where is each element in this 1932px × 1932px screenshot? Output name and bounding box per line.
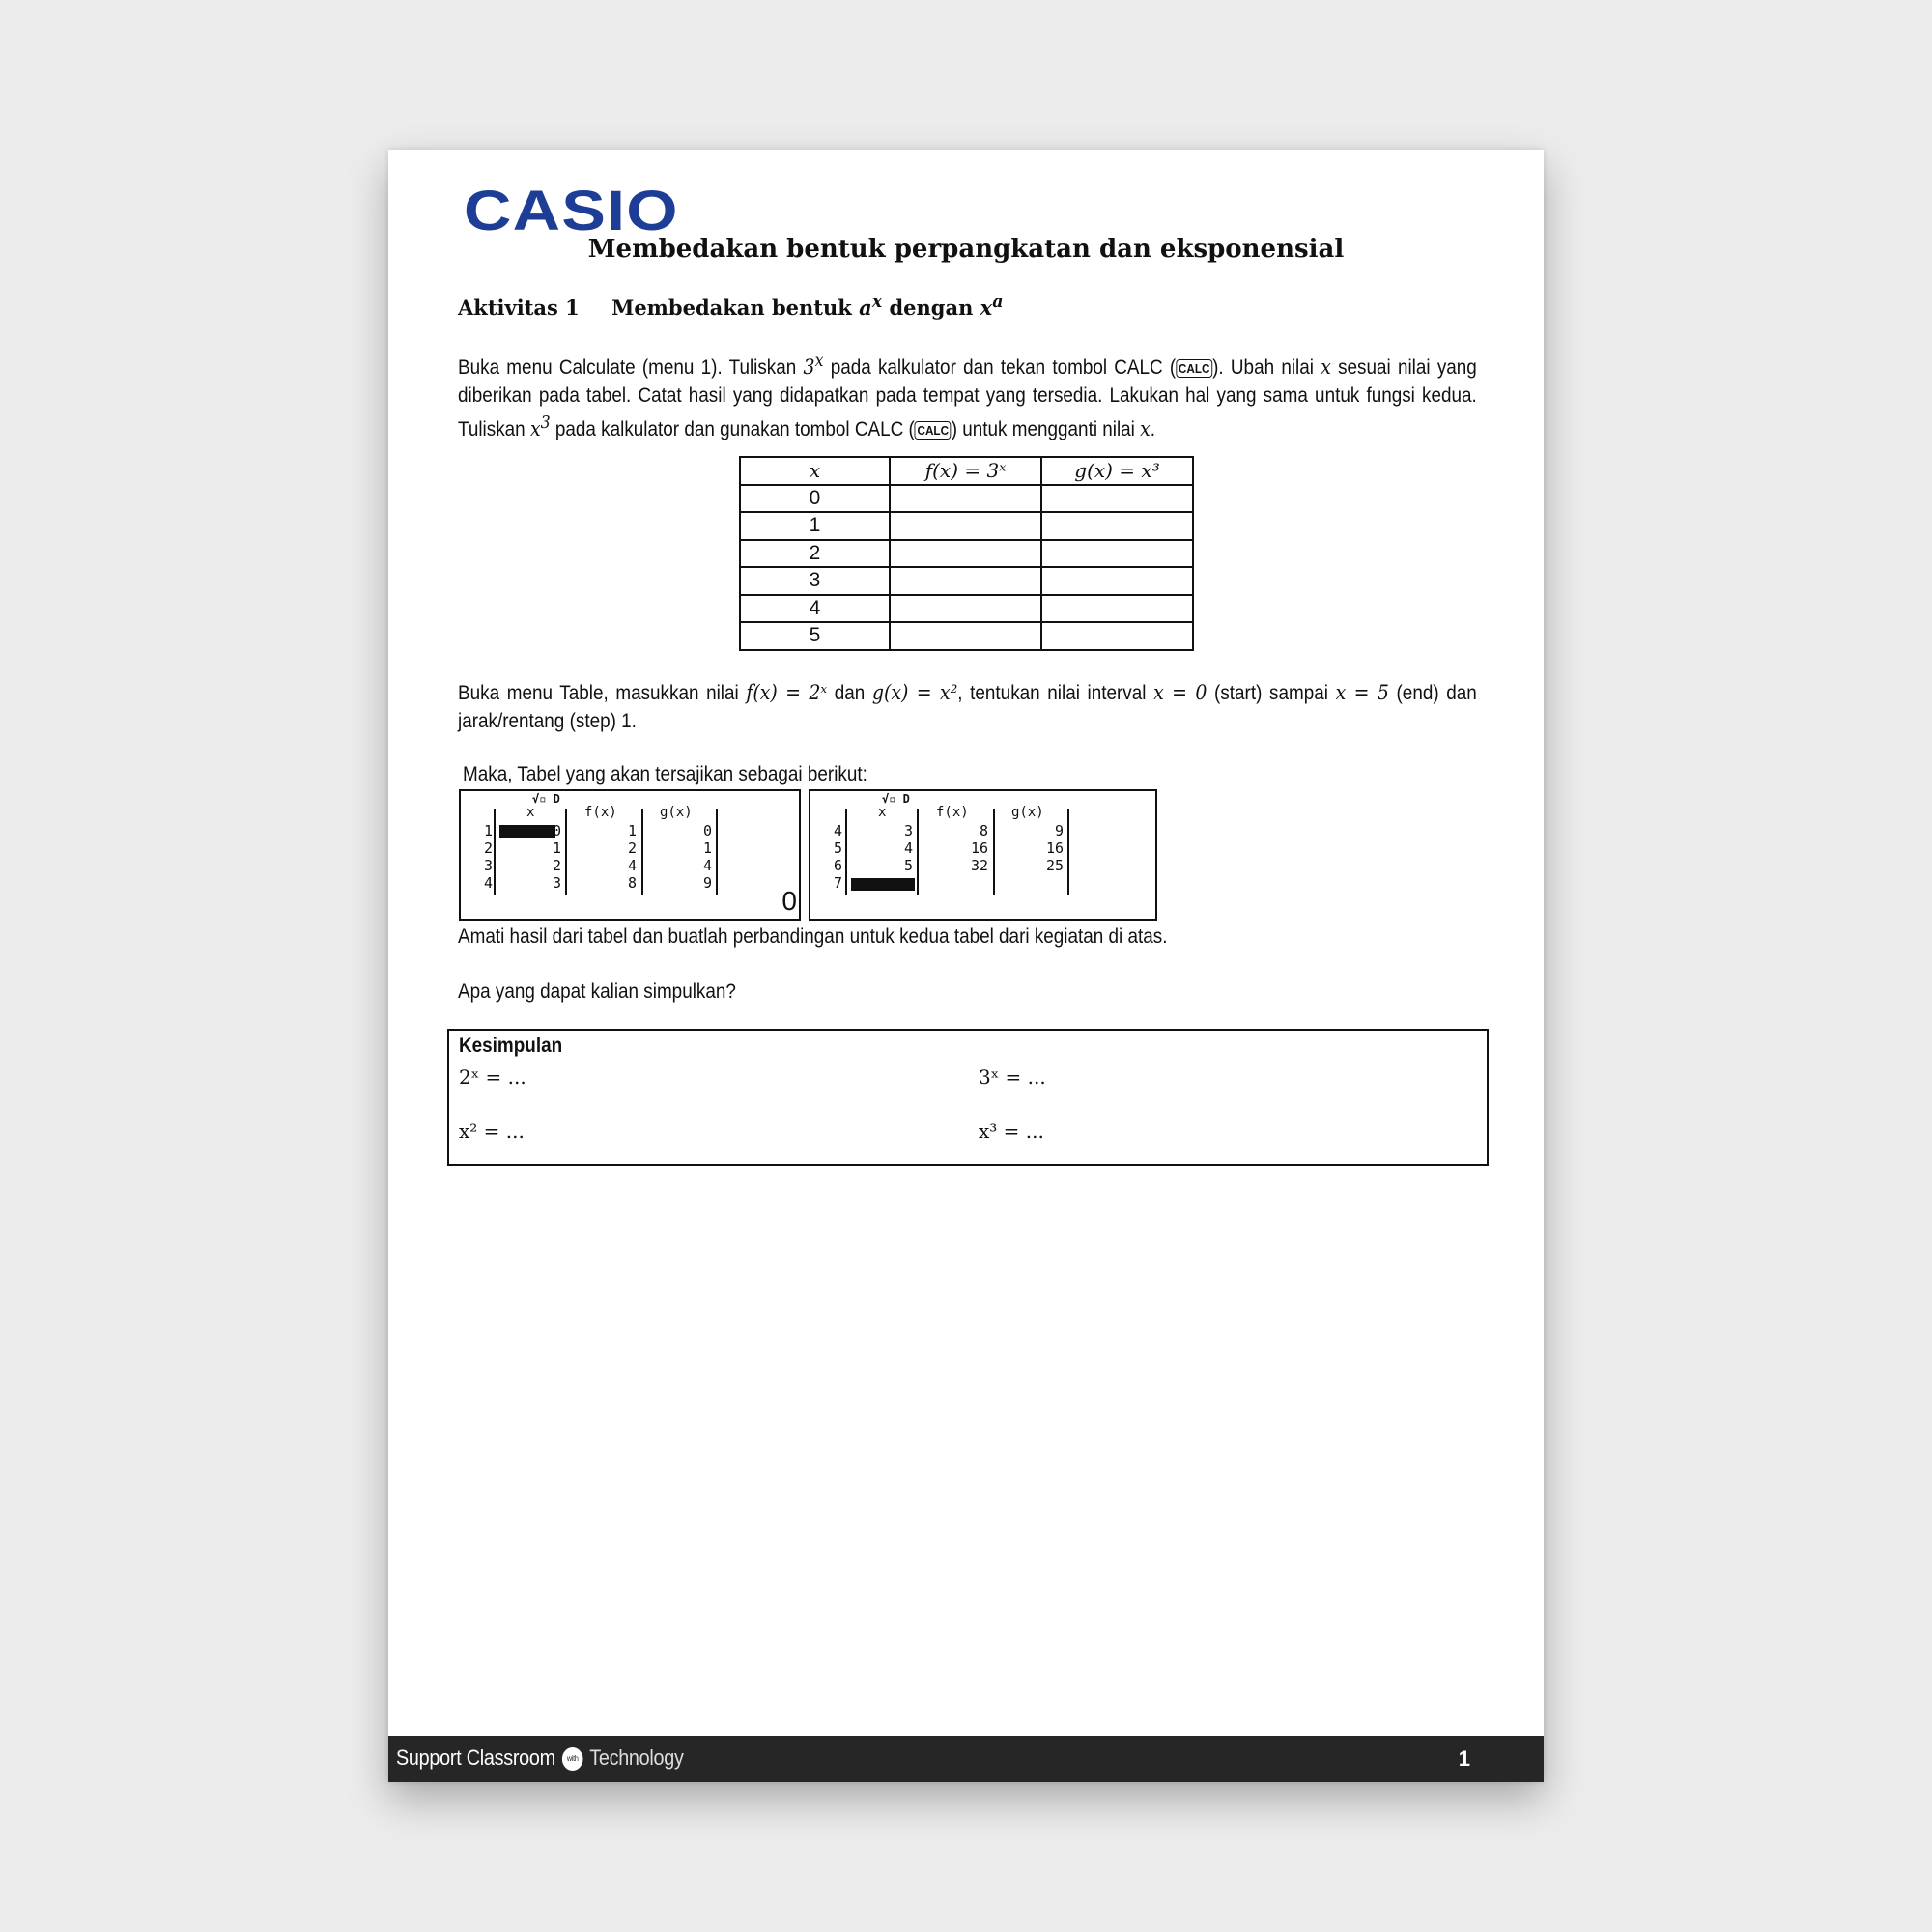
f-answer-cell[interactable] xyxy=(890,540,1041,568)
calc-key-icon: CALC xyxy=(915,421,952,440)
screen-result: 0 xyxy=(781,886,797,916)
g-answer-cell[interactable] xyxy=(1041,595,1193,623)
col-x-header: x xyxy=(740,457,890,485)
x-cell: 5 xyxy=(740,622,890,650)
table-row xyxy=(740,595,1193,623)
conclusion-eq-3x: 3ˣ = ... xyxy=(979,1065,1046,1089)
conclusion-eq-x3: x³ = ... xyxy=(979,1120,1044,1143)
screen-f-value: 8 xyxy=(627,874,637,892)
screen-g-value: 1 xyxy=(702,839,712,857)
screen-rownum: 4 xyxy=(484,874,494,892)
p1-text-e: pada kalkulator dan gunakan tombol CALC ( xyxy=(554,418,915,440)
screen-header-f: f(x) xyxy=(936,805,969,820)
screen-f-value: 4 xyxy=(627,857,637,874)
screen-header-x: x xyxy=(526,805,535,820)
screen-rownum: 4 xyxy=(834,822,843,839)
screen-g-value: 9 xyxy=(1054,822,1064,839)
page-title: Membedakan bentuk perpangkatan dan eksponensial xyxy=(587,235,1345,264)
screen-f-value: 32 xyxy=(970,857,988,874)
g-answer-cell[interactable] xyxy=(1041,512,1193,540)
calculator-screen-1 xyxy=(459,789,801,921)
screen-x-value: 4 xyxy=(903,839,913,857)
screen-cursor xyxy=(851,878,915,891)
f-answer-cell[interactable] xyxy=(890,595,1041,623)
table-row xyxy=(740,567,1193,595)
screen-rownum: 1 xyxy=(484,822,494,839)
conclusion-title: Kesimpulan xyxy=(459,1035,563,1057)
f-answer-cell[interactable] xyxy=(890,512,1041,540)
screen-header-g: g(x) xyxy=(660,805,693,820)
g-answer-cell[interactable] xyxy=(1041,485,1193,513)
p1-text-b: pada kalkulator dan tekan tombol CALC ( xyxy=(830,356,1177,379)
screen-g-value: 4 xyxy=(702,857,712,874)
activity-number: Aktivitas 1 xyxy=(458,296,580,320)
screen-x-value: 3 xyxy=(903,822,913,839)
conclusion-eq-2x: 2ˣ = ... xyxy=(459,1065,526,1089)
screen-x-value: 3 xyxy=(552,874,561,892)
screen-indicator: √▫ D xyxy=(882,792,910,806)
conclusion-eq-x2: x² = ... xyxy=(459,1120,525,1143)
x-cell: 2 xyxy=(740,540,890,568)
value-table xyxy=(739,456,1194,651)
calculator-screen-2 xyxy=(809,789,1157,921)
screen-f-value: 16 xyxy=(970,839,988,857)
f-answer-cell[interactable] xyxy=(890,567,1041,595)
screen-header-g: g(x) xyxy=(1011,805,1044,820)
table-row xyxy=(740,512,1193,540)
table-row xyxy=(740,540,1193,568)
p2-text-d: (start) sampai xyxy=(1214,682,1328,704)
p1-text-d: sesuai nilai yang diberikan pada tabel. Catat hasil yang didapatkan pada tempat yang tersedia. Lakukan hal yang sama untuk fungsi kedua. Tuliskan xyxy=(458,356,1477,440)
footer-tech-text: Technology xyxy=(589,1746,684,1770)
g-answer-cell[interactable] xyxy=(1041,540,1193,568)
screen-x-value: 1 xyxy=(552,839,561,857)
screen-rownum: 3 xyxy=(484,857,494,874)
screen-g-value: 16 xyxy=(1045,839,1064,857)
calc-key-icon: CALC xyxy=(1176,359,1212,378)
activity-heading-text: Membedakan bentuk xyxy=(611,296,852,320)
x-cell: 4 xyxy=(740,595,890,623)
screen-header-x: x xyxy=(878,805,887,820)
page-number: 1 xyxy=(1458,1747,1470,1771)
screen-x-value: 0 xyxy=(552,822,561,839)
screen-f-value: 1 xyxy=(627,822,637,839)
col-g-header: g(x) = x³ xyxy=(1041,457,1193,485)
instruction-paragraph-1: Buka menu Calculate (menu 1). Tuliskan 3$^x$ pada kalkulator dan tekan tombol CALC ( CALC ). Ubah nilai x sesuai nilai yang diberikan pada tabel. Catat hasil yang didapatkan pada tempat yang tersedia. Lakukan hal yang sama untuk fungsi kedua. Tuliskan $x^3$ pada kalkulator dan gunakan tombol CALC ( CALC ) untuk mengganti nilai x. xyxy=(458,352,1477,440)
p1-text-f: ) untuk mengganti nilai xyxy=(951,418,1135,440)
screen-rownum: 7 xyxy=(834,874,843,892)
screen-rownum: 6 xyxy=(834,857,843,874)
question-paragraph: Apa yang dapat kalian simpulkan? xyxy=(458,980,736,1003)
footer-brand-text: Support Classroom xyxy=(396,1746,555,1770)
screen-f-value: 2 xyxy=(627,839,637,857)
casio-logo: CASIO xyxy=(464,180,679,242)
p2-text-e: (end) dan jarak/rentang (step) 1. xyxy=(458,682,1477,732)
p2-text-a: Buka menu Table, masukkan nilai xyxy=(458,682,739,704)
activity-heading: Aktivitas 1 Membedakan bentuk $a^x$ dengan $x^a$ xyxy=(458,293,1004,320)
table-row xyxy=(740,485,1193,513)
g-answer-cell[interactable] xyxy=(1041,567,1193,595)
screen-rownum: 2 xyxy=(484,839,494,857)
instruction-paragraph-2 xyxy=(458,679,1477,735)
x-cell: 0 xyxy=(740,485,890,513)
value-table-header xyxy=(740,457,1193,485)
screen-g-value: 0 xyxy=(702,822,712,839)
col-f-header: f(x) = 3ˣ xyxy=(890,457,1041,485)
instruction-paragraph-3: Maka, Tabel yang akan tersajikan sebagai berikut: xyxy=(463,763,867,785)
footer-brand xyxy=(396,1746,684,1771)
instruction-paragraph-4: Amati hasil dari tabel dan buatlah perbandingan untuk kedua tabel dari kegiatan di atas. xyxy=(458,925,1168,948)
document-page xyxy=(388,150,1544,1782)
conclusion-box xyxy=(447,1029,1489,1166)
p2-start-expr: x = 0 xyxy=(1153,681,1208,704)
p2-text-c: , tentukan nilai interval xyxy=(957,682,1147,704)
g-answer-cell[interactable] xyxy=(1041,622,1193,650)
p2-f-expr: f(x) = 2ˣ xyxy=(746,681,828,704)
screen-f-value: 8 xyxy=(979,822,988,839)
screen-header-f: f(x) xyxy=(584,805,617,820)
screen-x-value: 2 xyxy=(552,857,561,874)
f-answer-cell[interactable] xyxy=(890,485,1041,513)
p2-end-expr: x = 5 xyxy=(1335,681,1389,704)
x-cell: 3 xyxy=(740,567,890,595)
p2-text-b: dan xyxy=(834,682,866,704)
p2-g-expr: g(x) = x² xyxy=(871,681,958,704)
screen-indicator: √▫ D xyxy=(532,792,560,806)
f-answer-cell[interactable] xyxy=(890,622,1041,650)
with-icon: with xyxy=(562,1747,583,1771)
activity-heading-mid: dengan xyxy=(889,296,974,320)
p1-text-a: Buka menu Calculate (menu 1). Tuliskan xyxy=(458,356,797,379)
screen-g-value: 9 xyxy=(702,874,712,892)
screen-g-value: 25 xyxy=(1045,857,1064,874)
table-row xyxy=(740,622,1193,650)
screen-x-value: 5 xyxy=(903,857,913,874)
screen-rownum: 5 xyxy=(834,839,843,857)
p1-text-c: ). Ubah nilai xyxy=(1212,356,1314,379)
x-cell: 1 xyxy=(740,512,890,540)
page-footer xyxy=(388,1736,1544,1782)
